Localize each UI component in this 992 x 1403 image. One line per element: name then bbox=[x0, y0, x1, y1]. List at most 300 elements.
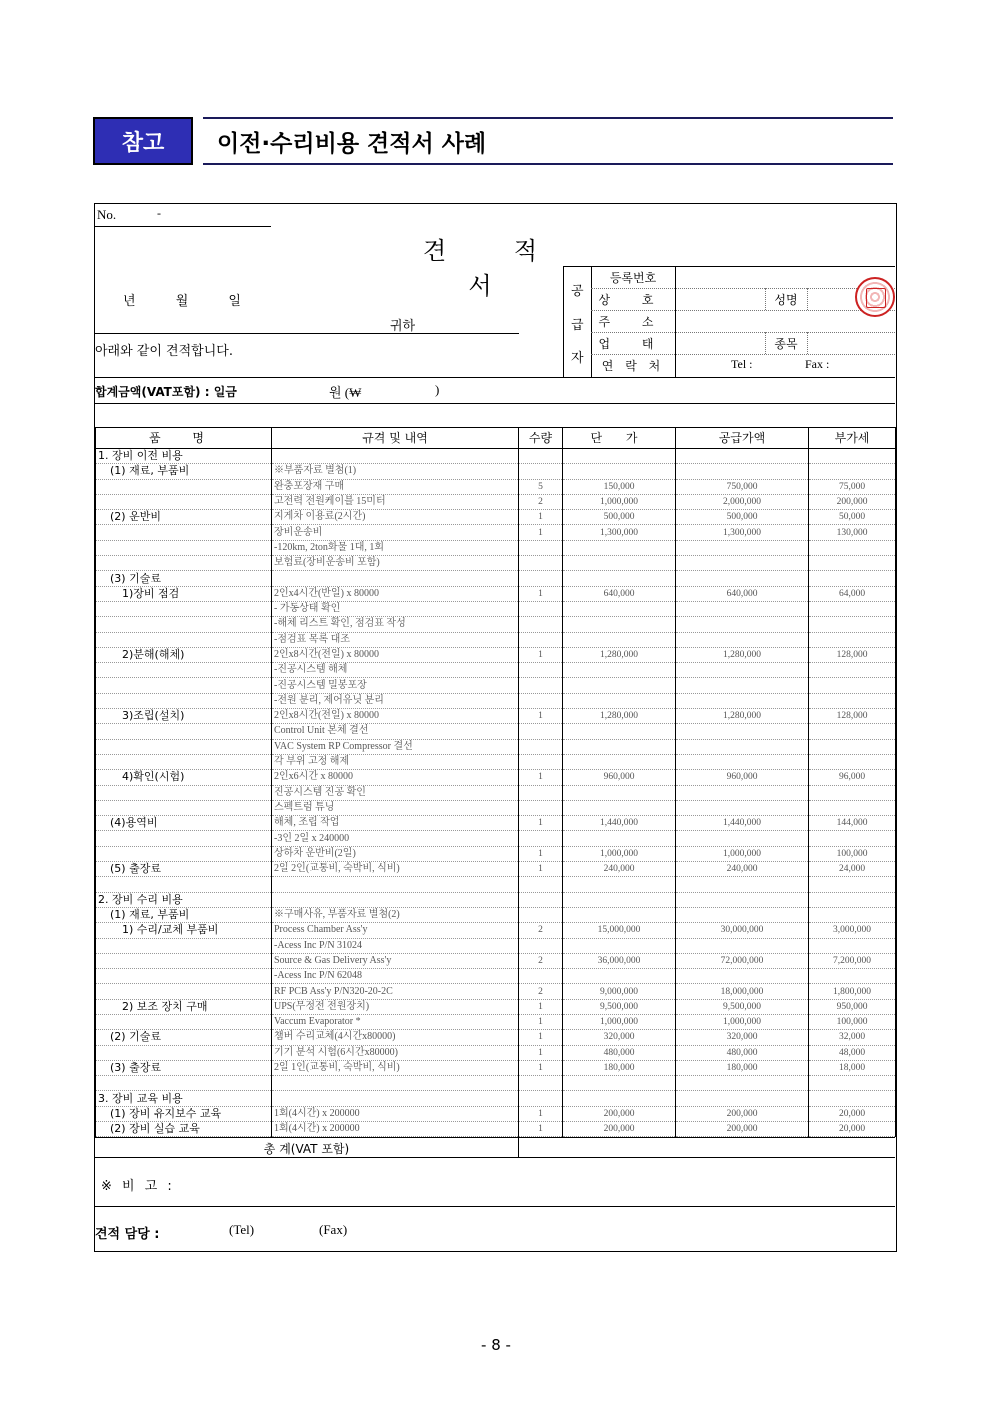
row-unit-price bbox=[563, 678, 676, 693]
row-qty bbox=[519, 693, 563, 708]
supplier-label-3: 자 bbox=[571, 351, 584, 366]
row-vat bbox=[809, 693, 896, 708]
row-item-name bbox=[96, 617, 272, 632]
row-unit-price: 640,000 bbox=[563, 586, 676, 601]
row-qty: 1 bbox=[519, 846, 563, 861]
row-item-name bbox=[96, 540, 272, 555]
row-qty: 1 bbox=[519, 510, 563, 525]
table-row bbox=[96, 816, 896, 831]
row-vat bbox=[809, 571, 896, 586]
row-qty bbox=[519, 556, 563, 571]
row-qty: 1 bbox=[519, 1014, 563, 1029]
row-item-name bbox=[96, 601, 272, 616]
row-spec: VAC System RP Compressor 결선 bbox=[272, 739, 519, 754]
table-row bbox=[96, 923, 896, 938]
contact-tel: (Tel) bbox=[229, 1222, 255, 1237]
table-row bbox=[96, 984, 896, 999]
table-row bbox=[96, 1030, 896, 1045]
table-row bbox=[96, 877, 896, 892]
row-vat bbox=[809, 678, 896, 693]
row-unit-price bbox=[563, 571, 676, 586]
row-unit-price: 480,000 bbox=[563, 1045, 676, 1060]
row-supply-value: 18,000,000 bbox=[676, 984, 809, 999]
row-item-name: (3) 기술료 bbox=[96, 571, 272, 586]
row-supply-value bbox=[676, 464, 809, 479]
row-unit-price: 36,000,000 bbox=[563, 953, 676, 968]
table-row bbox=[96, 1014, 896, 1029]
row-spec bbox=[272, 1076, 519, 1091]
row-qty: 1 bbox=[519, 525, 563, 540]
table-row bbox=[96, 556, 896, 571]
table-row bbox=[96, 632, 896, 647]
row-supply-value bbox=[676, 678, 809, 693]
row-vat bbox=[809, 1091, 896, 1106]
row-item-name bbox=[96, 556, 272, 571]
table-row bbox=[96, 617, 896, 632]
row-qty: 1 bbox=[519, 1122, 563, 1137]
page-number: - 8 - bbox=[481, 1336, 511, 1354]
row-unit-price bbox=[563, 831, 676, 846]
row-unit-price: 200,000 bbox=[563, 1122, 676, 1137]
table-row bbox=[96, 1045, 896, 1060]
row-qty bbox=[519, 663, 563, 678]
row-vat bbox=[809, 1076, 896, 1091]
row-item-name bbox=[96, 984, 272, 999]
row-unit-price: 1,280,000 bbox=[563, 647, 676, 662]
row-qty: 2 bbox=[519, 923, 563, 938]
row-supply-value bbox=[676, 617, 809, 632]
table-row bbox=[96, 938, 896, 953]
row-vat: 20,000 bbox=[809, 1106, 896, 1121]
row-item-name bbox=[96, 663, 272, 678]
row-supply-value bbox=[676, 877, 809, 892]
row-unit-price bbox=[563, 785, 676, 800]
section-header bbox=[93, 117, 893, 165]
row-vat bbox=[809, 632, 896, 647]
row-unit-price: 240,000 bbox=[563, 862, 676, 877]
fax-label: Fax : bbox=[805, 357, 830, 371]
reference-badge: 참고 bbox=[93, 117, 193, 165]
doc-no-label: No. bbox=[97, 207, 117, 222]
contact-fax: (Fax) bbox=[319, 1222, 348, 1237]
col-header-spec: 규격 및 내역 bbox=[272, 428, 519, 449]
row-spec: 1회(4시간) x 200000 bbox=[272, 1122, 519, 1137]
row-supply-value: 500,000 bbox=[676, 510, 809, 525]
table-row bbox=[96, 1060, 896, 1075]
row-vat bbox=[809, 785, 896, 800]
table-row bbox=[96, 739, 896, 754]
row-spec: - 가동상태 확인 bbox=[272, 601, 519, 616]
row-supply-value bbox=[676, 556, 809, 571]
row-spec: -점검표 목록 대조 bbox=[272, 632, 519, 647]
row-vat bbox=[809, 831, 896, 846]
row-unit-price bbox=[563, 556, 676, 571]
row-supply-value bbox=[676, 540, 809, 555]
row-unit-price bbox=[563, 754, 676, 769]
row-qty bbox=[519, 1091, 563, 1106]
table-row bbox=[96, 724, 896, 739]
total-amount-close: ) bbox=[435, 382, 440, 397]
row-qty bbox=[519, 800, 563, 815]
row-spec: 2인x6시간 x 80000 bbox=[272, 770, 519, 785]
row-item-name: 3)조립(설치) bbox=[96, 709, 272, 724]
table-row bbox=[96, 907, 896, 922]
row-spec: -해체 리스트 확인, 점검표 작성 bbox=[272, 617, 519, 632]
row-unit-price bbox=[563, 632, 676, 647]
row-spec: -120km, 2ton화물 1대, 1회 bbox=[272, 540, 519, 555]
table-row bbox=[96, 999, 896, 1014]
row-supply-value: 200,000 bbox=[676, 1106, 809, 1121]
table-header-row bbox=[96, 428, 896, 449]
table-row bbox=[96, 1122, 896, 1137]
row-item-name: 2)분해(해체) bbox=[96, 647, 272, 662]
row-spec: RF PCB Ass'y P/N320-20-2C bbox=[272, 984, 519, 999]
row-item-name bbox=[96, 754, 272, 769]
row-unit-price: 1,000,000 bbox=[563, 494, 676, 509]
row-spec bbox=[272, 892, 519, 907]
row-unit-price: 320,000 bbox=[563, 1030, 676, 1045]
table-row bbox=[96, 892, 896, 907]
row-supply-value: 30,000,000 bbox=[676, 923, 809, 938]
row-item-name: (1) 재료, 부품비 bbox=[96, 464, 272, 479]
table-row bbox=[96, 770, 896, 785]
row-vat: 100,000 bbox=[809, 1014, 896, 1029]
row-item-name: (2) 운반비 bbox=[96, 510, 272, 525]
row-unit-price: 15,000,000 bbox=[563, 923, 676, 938]
reg-no-label: 등록번호 bbox=[609, 271, 657, 285]
row-spec: -진공시스템 밀봉포장 bbox=[272, 678, 519, 693]
col-header-qty: 수량 bbox=[519, 428, 563, 449]
row-spec: UPS(무정전 전원장치) bbox=[272, 999, 519, 1014]
row-item-name bbox=[96, 800, 272, 815]
row-item-name: 3. 장비 교육 비용 bbox=[96, 1091, 272, 1106]
row-vat: 64,000 bbox=[809, 586, 896, 601]
row-supply-value: 750,000 bbox=[676, 479, 809, 494]
row-spec: 각 부위 고정 해제 bbox=[272, 754, 519, 769]
row-qty: 1 bbox=[519, 999, 563, 1014]
table-row bbox=[96, 709, 896, 724]
row-item-name bbox=[96, 479, 272, 494]
row-qty: 1 bbox=[519, 1060, 563, 1075]
table-row bbox=[96, 846, 896, 861]
row-qty: 2 bbox=[519, 984, 563, 999]
row-supply-value: 1,440,000 bbox=[676, 816, 809, 831]
row-vat bbox=[809, 739, 896, 754]
row-vat: 75,000 bbox=[809, 479, 896, 494]
row-spec: 고전력 전원케이블 15미터 bbox=[272, 494, 519, 509]
total-row bbox=[95, 1137, 895, 1158]
row-qty bbox=[519, 617, 563, 632]
row-qty bbox=[519, 907, 563, 922]
row-unit-price bbox=[563, 724, 676, 739]
row-item-name: 2) 보조 장치 구매 bbox=[96, 999, 272, 1014]
table-row bbox=[96, 525, 896, 540]
row-qty bbox=[519, 1076, 563, 1091]
row-item-name bbox=[96, 678, 272, 693]
row-qty bbox=[519, 449, 563, 464]
table-row bbox=[96, 449, 896, 464]
row-unit-price: 1,000,000 bbox=[563, 1014, 676, 1029]
row-item-name bbox=[96, 693, 272, 708]
row-vat: 18,000 bbox=[809, 1060, 896, 1075]
row-qty bbox=[519, 571, 563, 586]
row-unit-price bbox=[563, 1076, 676, 1091]
estimate-document bbox=[94, 203, 897, 1252]
row-supply-value: 1,000,000 bbox=[676, 1014, 809, 1029]
row-item-name: 1)장비 점검 bbox=[96, 586, 272, 601]
row-vat: 32,000 bbox=[809, 1030, 896, 1045]
row-vat bbox=[809, 800, 896, 815]
table-row bbox=[96, 663, 896, 678]
row-item-name: (1) 재료, 부품비 bbox=[96, 907, 272, 922]
row-supply-value bbox=[676, 632, 809, 647]
row-item-name: (1) 장비 유지보수 교육 bbox=[96, 1106, 272, 1121]
row-unit-price: 150,000 bbox=[563, 479, 676, 494]
row-qty bbox=[519, 831, 563, 846]
table-row bbox=[96, 1076, 896, 1091]
company-seal bbox=[855, 277, 895, 317]
row-spec: Vaccum Evaporator * bbox=[272, 1014, 519, 1029]
row-vat bbox=[809, 754, 896, 769]
row-supply-value bbox=[676, 907, 809, 922]
row-supply-value: 200,000 bbox=[676, 1122, 809, 1137]
row-unit-price bbox=[563, 969, 676, 984]
row-supply-value: 1,300,000 bbox=[676, 525, 809, 540]
col-header-item: 품 명 bbox=[96, 428, 272, 449]
row-spec: 2일 2인(교통비, 숙박비, 식비) bbox=[272, 862, 519, 877]
row-qty bbox=[519, 464, 563, 479]
row-vat: 48,000 bbox=[809, 1045, 896, 1060]
row-unit-price bbox=[563, 449, 676, 464]
row-unit-price bbox=[563, 907, 676, 922]
row-vat: 24,000 bbox=[809, 862, 896, 877]
row-unit-price: 500,000 bbox=[563, 510, 676, 525]
supplier-label-2: 급 bbox=[571, 318, 584, 333]
row-unit-price: 1,280,000 bbox=[563, 709, 676, 724]
row-vat: 20,000 bbox=[809, 1122, 896, 1137]
row-item-name bbox=[96, 938, 272, 953]
row-supply-value: 480,000 bbox=[676, 1045, 809, 1060]
row-supply-value: 72,000,000 bbox=[676, 953, 809, 968]
row-qty: 2 bbox=[519, 494, 563, 509]
row-unit-price: 9,500,000 bbox=[563, 999, 676, 1014]
row-item-name: (5) 출장료 bbox=[96, 862, 272, 877]
row-spec: 챔버 수리교체(4시간x80000) bbox=[272, 1030, 519, 1045]
row-vat: 128,000 bbox=[809, 647, 896, 662]
row-item-name bbox=[96, 1045, 272, 1060]
row-unit-price bbox=[563, 800, 676, 815]
row-spec bbox=[272, 1091, 519, 1106]
row-spec bbox=[272, 571, 519, 586]
row-spec: 2일 1인(교통비, 숙박비, 식비) bbox=[272, 1060, 519, 1075]
supplier-label-1: 공 bbox=[571, 284, 584, 299]
row-qty: 1 bbox=[519, 816, 563, 831]
row-unit-price: 180,000 bbox=[563, 1060, 676, 1075]
row-vat: 100,000 bbox=[809, 846, 896, 861]
row-unit-price: 1,440,000 bbox=[563, 816, 676, 831]
contact-label: 연 락 처 bbox=[601, 359, 665, 373]
row-unit-price bbox=[563, 1091, 676, 1106]
row-spec: -Acess Inc P/N 31024 bbox=[272, 938, 519, 953]
row-qty: 1 bbox=[519, 586, 563, 601]
row-supply-value bbox=[676, 754, 809, 769]
row-supply-value bbox=[676, 785, 809, 800]
col-header-unit-price: 단 가 bbox=[563, 428, 676, 449]
table-row bbox=[96, 800, 896, 815]
row-supply-value: 640,000 bbox=[676, 586, 809, 601]
row-vat bbox=[809, 617, 896, 632]
row-supply-value bbox=[676, 739, 809, 754]
row-supply-value bbox=[676, 892, 809, 907]
row-supply-value: 320,000 bbox=[676, 1030, 809, 1045]
row-item-name bbox=[96, 525, 272, 540]
row-item-name bbox=[96, 785, 272, 800]
row-unit-price bbox=[563, 938, 676, 953]
company-label: 상 호 bbox=[598, 293, 668, 307]
row-supply-value: 960,000 bbox=[676, 770, 809, 785]
row-item-name bbox=[96, 969, 272, 984]
name-label: 성명 bbox=[774, 293, 798, 307]
row-spec: ※부품자료 별첨(1) bbox=[272, 464, 519, 479]
intro-text: 아래와 같이 견적합니다. bbox=[95, 344, 233, 359]
row-supply-value: 1,280,000 bbox=[676, 647, 809, 662]
tel-label: Tel : bbox=[731, 357, 753, 371]
row-unit-price: 9,000,000 bbox=[563, 984, 676, 999]
table-row bbox=[96, 647, 896, 662]
row-spec: 보험료(장비운송비 포함) bbox=[272, 556, 519, 571]
row-unit-price: 200,000 bbox=[563, 1106, 676, 1121]
row-vat: 128,000 bbox=[809, 709, 896, 724]
row-item-name bbox=[96, 1014, 272, 1029]
table-row bbox=[96, 1091, 896, 1106]
col-header-supply-value: 공급가액 bbox=[676, 428, 809, 449]
row-qty: 1 bbox=[519, 862, 563, 877]
row-unit-price bbox=[563, 464, 676, 479]
estimate-items-table bbox=[95, 427, 896, 1137]
row-supply-value bbox=[676, 969, 809, 984]
table-row bbox=[96, 1106, 896, 1121]
table-row bbox=[96, 678, 896, 693]
row-item-name bbox=[96, 739, 272, 754]
row-qty: 1 bbox=[519, 647, 563, 662]
row-vat: 3,000,000 bbox=[809, 923, 896, 938]
row-spec: 2인x4시간(반일) x 80000 bbox=[272, 586, 519, 601]
row-unit-price: 960,000 bbox=[563, 770, 676, 785]
row-spec: -Acess Inc P/N 62048 bbox=[272, 969, 519, 984]
row-spec: Process Chamber Ass'y bbox=[272, 923, 519, 938]
row-item-name: (2) 장비 실습 교육 bbox=[96, 1122, 272, 1137]
row-vat: 130,000 bbox=[809, 525, 896, 540]
row-vat: 1,800,000 bbox=[809, 984, 896, 999]
row-supply-value bbox=[676, 1076, 809, 1091]
row-unit-price bbox=[563, 892, 676, 907]
row-supply-value bbox=[676, 724, 809, 739]
row-vat bbox=[809, 464, 896, 479]
row-qty bbox=[519, 601, 563, 616]
row-supply-value bbox=[676, 800, 809, 815]
row-supply-value bbox=[676, 938, 809, 953]
row-vat bbox=[809, 540, 896, 555]
table-row bbox=[96, 754, 896, 769]
row-unit-price: 1,300,000 bbox=[563, 525, 676, 540]
row-vat bbox=[809, 969, 896, 984]
row-qty bbox=[519, 877, 563, 892]
table-row bbox=[96, 862, 896, 877]
row-supply-value: 180,000 bbox=[676, 1060, 809, 1075]
row-vat: 7,200,000 bbox=[809, 953, 896, 968]
row-item-name: 4)확인(시험) bbox=[96, 770, 272, 785]
row-spec: 스펙트럼 튜닝 bbox=[272, 800, 519, 815]
total-amount-label: 합계금액(VAT포함) : 일금 bbox=[95, 385, 237, 399]
row-supply-value: 9,500,000 bbox=[676, 999, 809, 1014]
row-supply-value: 240,000 bbox=[676, 862, 809, 877]
row-spec: 지게차 이용료(2시간) bbox=[272, 510, 519, 525]
row-spec: -전원 분리, 제어유닛 분리 bbox=[272, 693, 519, 708]
row-vat bbox=[809, 907, 896, 922]
section-title: 이전·수리비용 견적서 사례 bbox=[203, 117, 893, 165]
row-qty bbox=[519, 739, 563, 754]
row-spec: 상하차 운반비(2일) bbox=[272, 846, 519, 861]
doc-title: 견 적 서 bbox=[423, 237, 567, 300]
row-vat: 50,000 bbox=[809, 510, 896, 525]
row-unit-price bbox=[563, 540, 676, 555]
row-item-name bbox=[96, 953, 272, 968]
doc-no-dash: - bbox=[157, 206, 161, 220]
row-vat: 144,000 bbox=[809, 816, 896, 831]
total-label: 총 계(VAT 포함) bbox=[263, 1142, 350, 1156]
table-row bbox=[96, 540, 896, 555]
row-supply-value bbox=[676, 601, 809, 616]
table-row bbox=[96, 693, 896, 708]
row-spec: 2인x8시간(전일) x 80000 bbox=[272, 647, 519, 662]
row-vat bbox=[809, 938, 896, 953]
row-qty bbox=[519, 892, 563, 907]
row-vat bbox=[809, 892, 896, 907]
row-item-name: 1. 장비 이전 비용 bbox=[96, 449, 272, 464]
row-unit-price bbox=[563, 693, 676, 708]
row-item-name bbox=[96, 632, 272, 647]
row-item-name: 2. 장비 수리 비용 bbox=[96, 892, 272, 907]
row-qty bbox=[519, 785, 563, 800]
row-spec: ※구매사유, 부품자료 별첨(2) bbox=[272, 907, 519, 922]
row-supply-value bbox=[676, 571, 809, 586]
row-unit-price: 1,000,000 bbox=[563, 846, 676, 861]
row-vat: 200,000 bbox=[809, 494, 896, 509]
row-item-name: 1) 수리/교체 부품비 bbox=[96, 923, 272, 938]
table-row bbox=[96, 494, 896, 509]
row-spec: -진공시스템 해체 bbox=[272, 663, 519, 678]
row-qty: 1 bbox=[519, 1106, 563, 1121]
item-label: 종목 bbox=[774, 337, 798, 351]
date-field: 년 월 일 bbox=[123, 294, 259, 309]
row-supply-value bbox=[676, 449, 809, 464]
row-unit-price bbox=[563, 877, 676, 892]
table-row bbox=[96, 601, 896, 616]
row-unit-price bbox=[563, 617, 676, 632]
row-vat bbox=[809, 601, 896, 616]
table-row bbox=[96, 969, 896, 984]
row-spec: 2인x8시간(전일) x 80000 bbox=[272, 709, 519, 724]
row-spec: 1회(4시간) x 200000 bbox=[272, 1106, 519, 1121]
table-row bbox=[96, 571, 896, 586]
row-item-name bbox=[96, 831, 272, 846]
row-vat bbox=[809, 663, 896, 678]
table-row bbox=[96, 479, 896, 494]
row-item-name bbox=[96, 877, 272, 892]
remarks-label: ※ 비 고 : bbox=[101, 1179, 175, 1194]
row-supply-value bbox=[676, 1091, 809, 1106]
table-row bbox=[96, 831, 896, 846]
